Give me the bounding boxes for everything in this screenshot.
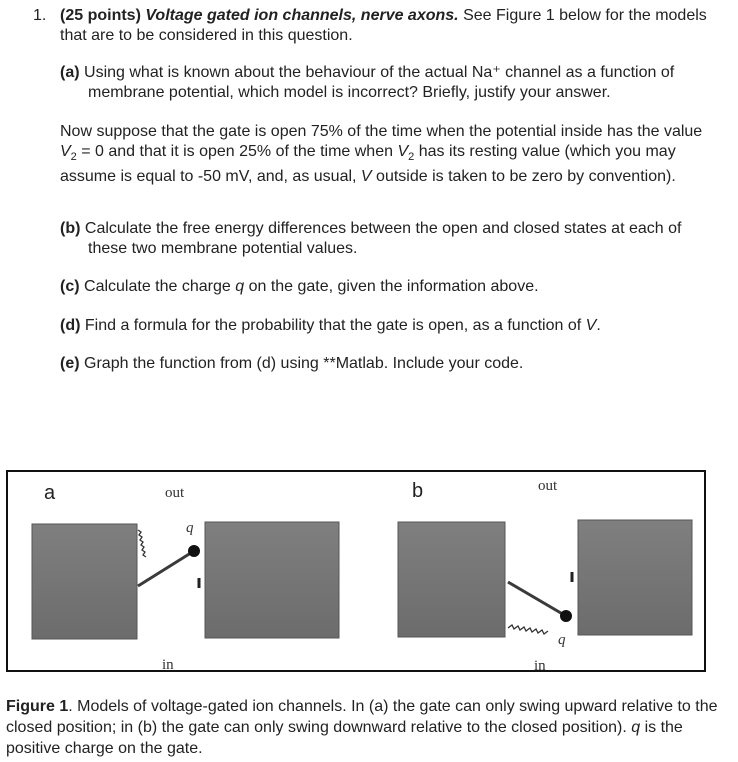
part-c-text-2: on the gate, given the information above. (244, 278, 539, 295)
panel-b-label: b (412, 480, 424, 502)
caption-label: Figure 1 (6, 698, 69, 715)
scenario-v2-symbol-2: V (397, 142, 409, 160)
question-intro: See Figure 1 below for the models that are to be considered in this question. (60, 7, 707, 44)
part-e (60, 354, 720, 374)
scenario-paragraph (60, 122, 722, 187)
part-c-q-symbol: q (235, 278, 245, 295)
part-a (60, 63, 720, 103)
part-d (60, 316, 720, 336)
question-title: Voltage gated ion channels, nerve axons. (145, 7, 459, 24)
panel-b-gate-arm (508, 582, 566, 616)
caption-text-1: . Models of voltage-gated ion channels. In (a) the gate can only swing upward relative to the closed position; in (b) the gate can only swing downward relative to the closed position). (6, 698, 718, 736)
panel-b-gate-charge (560, 610, 572, 622)
panel-b-right-block (578, 520, 692, 635)
panel-a-left-block (32, 524, 137, 639)
panel-a-spring (138, 530, 146, 557)
caption-q-symbol: q (631, 719, 641, 736)
part-b (60, 219, 720, 259)
scenario-text-4: outside is taken to be zero by convention). (371, 168, 676, 186)
part-b-label: (b) (60, 220, 81, 237)
panel-a-in-label: in (162, 657, 174, 673)
panel-a-label: a (44, 482, 56, 504)
part-d-text-1: Find a formula for the probability that the gate is open, as a function of (84, 317, 586, 334)
part-d-label: (d) (60, 317, 81, 334)
caption-text-2: is the positive charge on the gate. (6, 719, 683, 757)
part-d-text-2: . (596, 317, 601, 334)
panel-b-out-label: out (538, 478, 558, 494)
part-b-text: Calculate the free energy differences between the open and closed states at each of these two membrane potential values. (84, 220, 682, 257)
part-e-text: Graph the function from (d) using **Matlab. Include your code. (84, 355, 524, 372)
part-a-text: Using what is known about the behaviour of the actual Na⁺ channel as a function of membrane potential, which model is incorrect? Briefly, justify your answer. (84, 64, 675, 101)
panel-b-spring (508, 625, 548, 634)
question-points: (25 points) (60, 7, 141, 24)
scenario-v2-symbol: V (60, 142, 71, 160)
part-d-v-symbol: V (585, 317, 597, 334)
question-intro-text (60, 6, 723, 46)
scenario-v2-subscript: 2 (70, 150, 77, 163)
question-number: 1. (33, 7, 47, 24)
panel-b-q-label: q (558, 632, 566, 648)
scenario-v2-subscript-2: 2 (408, 150, 415, 163)
scenario-v-symbol: V (360, 168, 372, 186)
panel-a-q-label: q (186, 520, 194, 536)
part-e-label: (e) (60, 355, 80, 372)
part-c (60, 277, 720, 297)
panel-b-in-label: in (534, 658, 546, 674)
panel-a-out-label: out (165, 485, 185, 501)
scenario-text-3: has its resting value (which you may assume is equal to -50 mV, and, as usual, (60, 142, 676, 186)
panel-b-left-block (398, 522, 505, 637)
figure-caption (6, 696, 728, 759)
figure-1 (6, 470, 706, 672)
panel-a-gate-arm (138, 551, 194, 586)
question-header (33, 6, 723, 46)
part-c-text-1: Calculate the charge (84, 278, 236, 295)
panel-a-gate-charge (188, 545, 200, 557)
part-c-label: (c) (60, 278, 80, 295)
scenario-text-2: = 0 and that it is open 25% of the time when (76, 142, 398, 160)
part-a-label: (a) (60, 64, 80, 81)
figure-1-drawing (8, 472, 708, 674)
scenario-text-1: Now suppose that the gate is open 75% of the time when the potential inside has the value (60, 123, 703, 140)
panel-a-right-block (205, 522, 339, 638)
